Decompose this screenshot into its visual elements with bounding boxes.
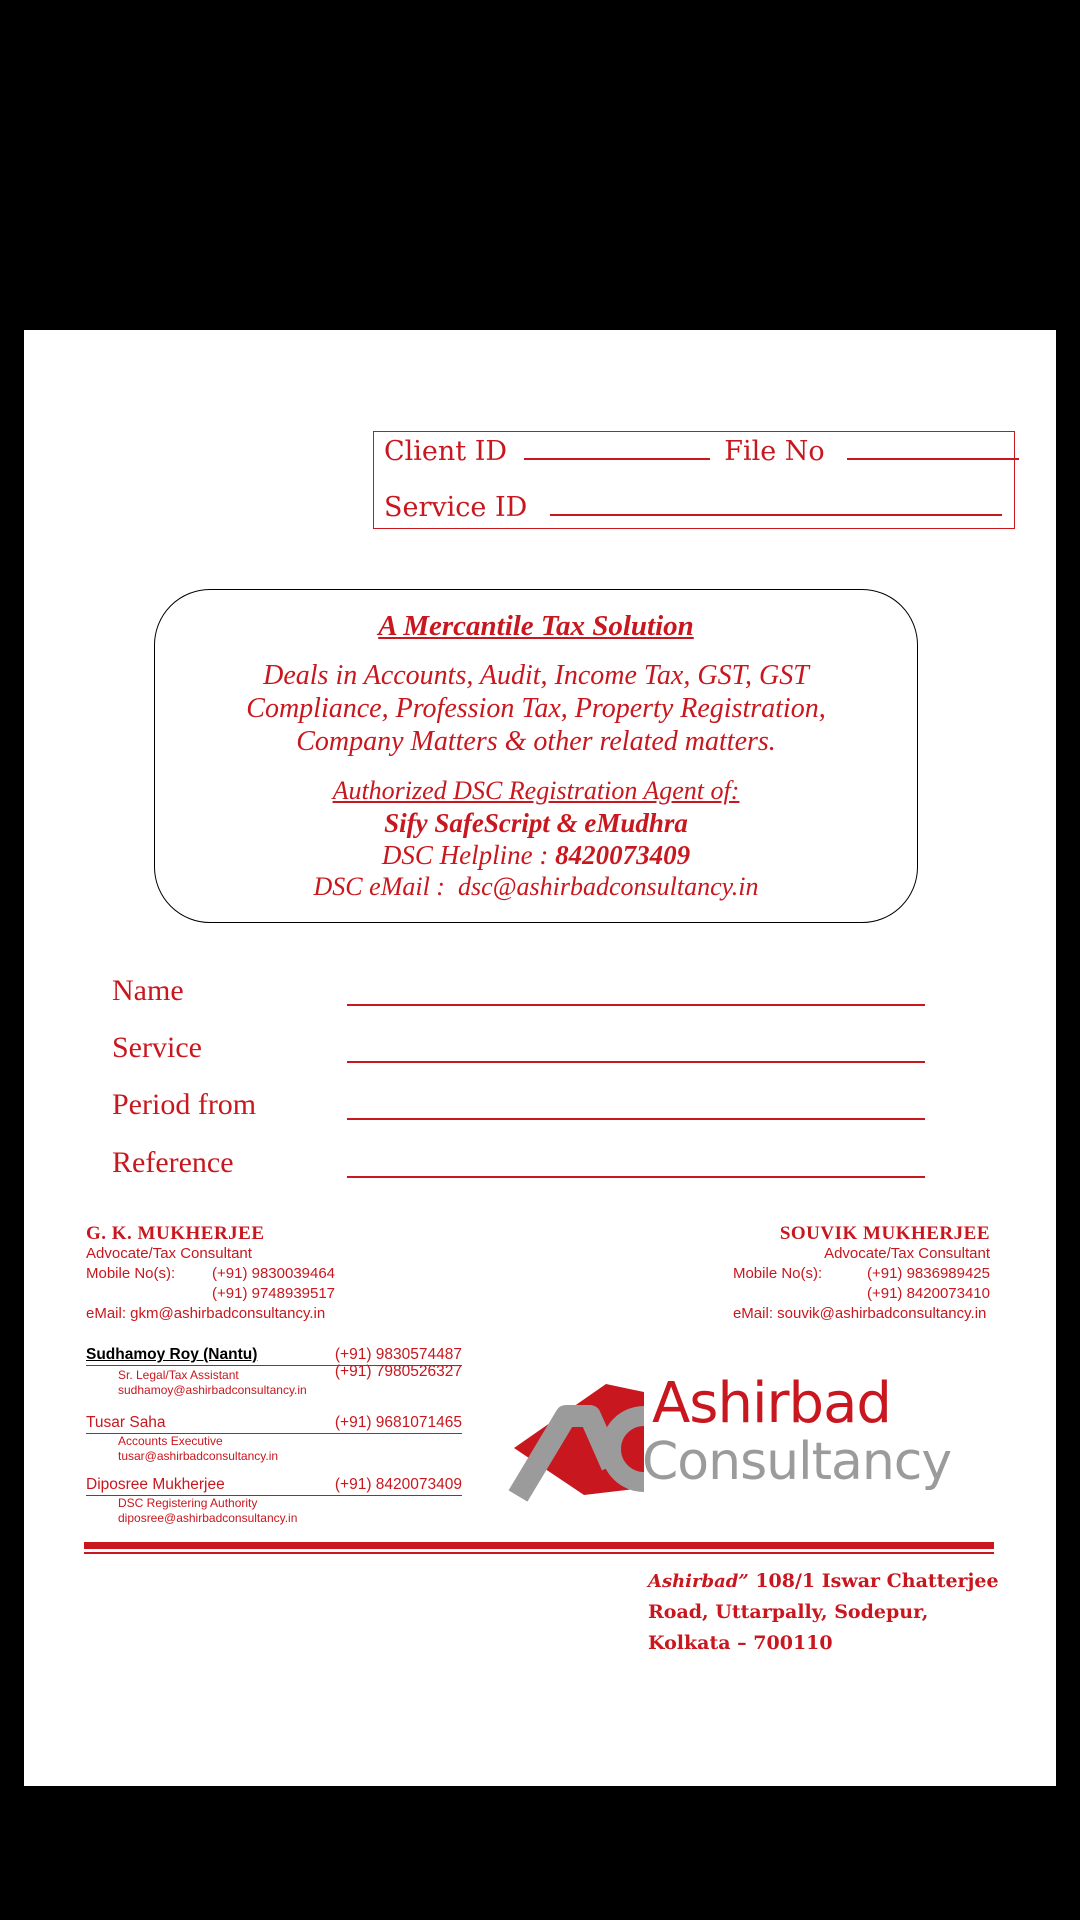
- name-field[interactable]: [347, 1004, 925, 1006]
- partner-left-mobile-row: [86, 1264, 335, 1284]
- company-logo: [494, 1370, 1004, 1510]
- file-no-label: File No: [724, 436, 825, 467]
- partner-right-mobile-row: [733, 1264, 990, 1284]
- partner-right: [733, 1224, 990, 1324]
- client-file-row: [384, 434, 1019, 467]
- id-box: [373, 431, 1015, 529]
- dsc-agent-names: Sify SafeScript & eMudhra: [384, 808, 688, 838]
- dsc-helpline: [155, 840, 917, 871]
- partner-left-name: G. K. MUKHERJEE: [86, 1223, 265, 1244]
- staff-entry: [86, 1414, 462, 1464]
- period-label: Period from: [112, 1088, 257, 1121]
- staff-role: Accounts Executive: [118, 1434, 223, 1448]
- reference-field[interactable]: [347, 1176, 925, 1178]
- services-desc-line-3: Company Matters & other related matters.: [296, 726, 776, 757]
- letterhead-page: [24, 330, 1056, 1786]
- staff-phone[interactable]: (+91) 9681071465: [334, 1414, 462, 1431]
- dsc-email-address[interactable]: dsc@ashirbadconsultancy.in: [457, 872, 759, 901]
- service-id-label: Service ID: [384, 492, 528, 523]
- staff-entry: [86, 1476, 462, 1526]
- dsc-email: [155, 872, 917, 902]
- reference-label: Reference: [112, 1146, 234, 1179]
- service-field[interactable]: [347, 1061, 925, 1063]
- dsc-agent-label: Authorized DSC Registration Agent of:: [332, 776, 740, 805]
- partner-left-phone-2[interactable]: (+91) 9748939517: [212, 1285, 336, 1302]
- staff-entry: [86, 1346, 462, 1398]
- address-block: [648, 1566, 999, 1659]
- address-brand: Ashirbad”: [648, 1571, 749, 1592]
- services-desc-line-1: Deals in Accounts, Audit, Income Tax, GST, GST: [263, 660, 809, 691]
- staff-phone[interactable]: (+91) 8420073409: [334, 1476, 462, 1493]
- partner-left: [86, 1224, 335, 1324]
- staff-email[interactable]: tusar@ashirbadconsultancy.in: [118, 1449, 279, 1463]
- period-field[interactable]: [347, 1118, 925, 1120]
- file-no-field[interactable]: [847, 434, 1019, 460]
- partner-left-phone-1[interactable]: (+91) 9830039464: [212, 1265, 336, 1282]
- staff-role: Sr. Legal/Tax Assistant: [118, 1368, 239, 1382]
- staff-name: Sudhamoy Roy (Nantu): [86, 1346, 258, 1363]
- client-id-label: Client ID: [384, 436, 508, 467]
- client-id-field[interactable]: [524, 434, 710, 460]
- logo-text-consultancy: Consultancy: [642, 1432, 952, 1492]
- address-line-1: [648, 1566, 999, 1597]
- tagline-title: A Mercantile Tax Solution: [378, 610, 694, 642]
- address-line-2: Road, Uttarpally, Sodepur,: [648, 1601, 929, 1623]
- partner-right-phone-1[interactable]: (+91) 9836989425: [866, 1265, 990, 1282]
- partner-right-role: Advocate/Tax Consultant: [824, 1245, 990, 1262]
- service-id-row: [384, 490, 1002, 523]
- name-label: Name: [112, 974, 184, 1007]
- staff-name: Tusar Saha: [86, 1414, 166, 1431]
- partner-right-email[interactable]: eMail: souvik@ashirbadconsultancy.in: [732, 1305, 987, 1322]
- partner-right-name: SOUVIK MUKHERJEE: [779, 1223, 990, 1244]
- staff-phone-2[interactable]: (+91) 7980526327: [334, 1363, 462, 1380]
- address-line-3: Kolkata – 700110: [648, 1632, 833, 1654]
- footer-divider-thick: [84, 1542, 994, 1549]
- dsc-helpline-number[interactable]: 8420073409: [555, 840, 691, 870]
- partner-right-phone-2[interactable]: (+91) 8420073410: [866, 1285, 990, 1302]
- staff-name: Diposree Mukherjee: [86, 1476, 225, 1493]
- partner-left-mobile-label: Mobile No(s):: [86, 1265, 176, 1282]
- service-id-field[interactable]: [550, 490, 1002, 516]
- dsc-email-label: DSC eMail :: [313, 872, 445, 901]
- services-desc-line-2: Compliance, Profession Tax, Property Registration,: [246, 693, 826, 724]
- service-label: Service: [112, 1031, 202, 1064]
- logo-text-ashirbad: Ashirbad: [652, 1371, 891, 1436]
- staff-email[interactable]: diposree@ashirbadconsultancy.in: [118, 1511, 298, 1525]
- staff-role-row: [86, 1363, 462, 1383]
- tagline-box: [154, 589, 918, 923]
- staff-role: DSC Registering Authority: [118, 1496, 258, 1510]
- partner-left-email[interactable]: eMail: gkm@ashirbadconsultancy.in: [86, 1305, 326, 1322]
- partner-left-role: Advocate/Tax Consultant: [86, 1245, 252, 1262]
- address-street: 108/1 Iswar Chatterjee: [755, 1570, 999, 1592]
- staff-row: [86, 1476, 462, 1496]
- staff-row: [86, 1414, 462, 1434]
- partner-right-mobile-label: Mobile No(s):: [732, 1265, 823, 1282]
- footer-divider-thin: [84, 1552, 994, 1554]
- dsc-helpline-label: DSC Helpline :: [381, 840, 549, 870]
- staff-phone[interactable]: (+91) 9830574487: [334, 1346, 462, 1363]
- staff-email[interactable]: sudhamoy@ashirbadconsultancy.in: [118, 1383, 307, 1397]
